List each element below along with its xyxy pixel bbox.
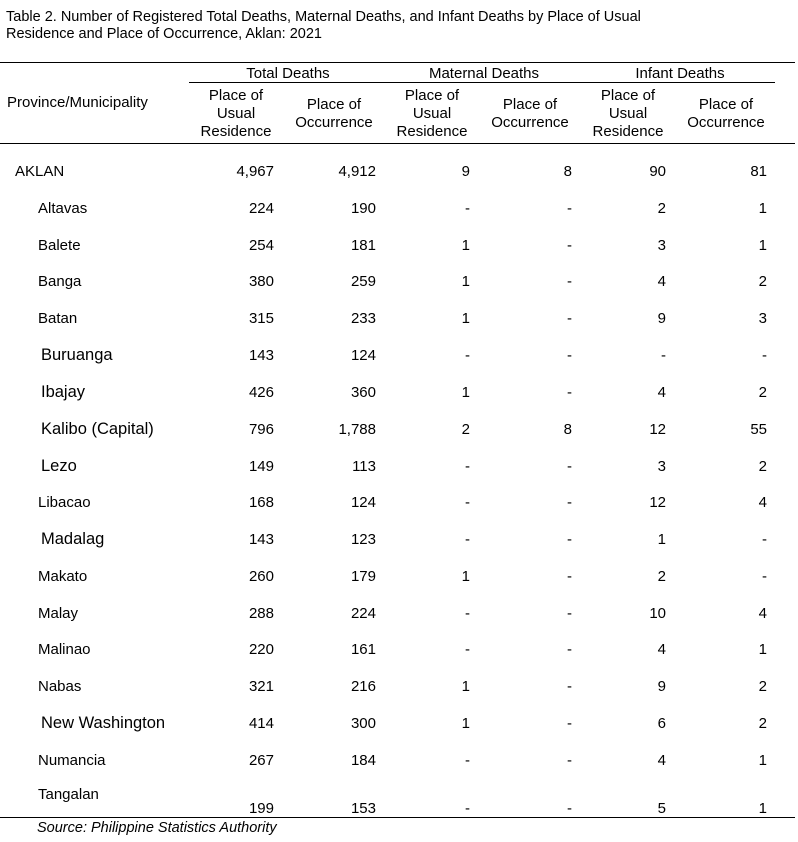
table-cell: 6 [657,715,666,732]
subheader-infant-occurrence [678,96,774,132]
table-cell: 123 [350,531,376,548]
table-cell: 181 [350,237,376,254]
table-cell: - [567,531,572,548]
table-cell: 9 [657,310,666,327]
table-cell: 4 [758,605,767,622]
table-cell: 220 [248,641,274,658]
table-cell: 254 [248,237,274,254]
table-cell: - [762,347,767,364]
group-header-maternal-deaths: Maternal Deaths [428,65,540,82]
municipality-name: Numancia [38,752,106,769]
subheader-line: Occurrence [491,114,569,131]
subheader-maternal-occurrence [482,96,578,132]
table-cell: - [762,568,767,585]
table-cell: 55 [750,421,767,438]
table-cell: 288 [248,605,274,622]
table-cell: - [567,605,572,622]
table-cell: 124 [350,494,376,511]
municipality-name: Batan [38,310,78,327]
table-cell: - [465,458,470,475]
table-cell: 4 [657,384,666,401]
table-cell: - [567,494,572,511]
table-cell: 2 [758,273,767,290]
table-cell: 300 [350,715,376,732]
table-cell: - [567,800,572,817]
table-cell: 224 [248,200,274,217]
table-cell: 179 [350,568,376,585]
municipality-name: Libacao [38,494,91,511]
subheader-line: Place of [502,96,558,113]
subheader-infant-usual-residence [580,87,676,141]
table-cell: - [567,200,572,217]
municipality-name: Ibajay [41,383,86,401]
table-cell: - [465,752,470,769]
table-cell: - [465,605,470,622]
table-cell: 1 [461,715,470,732]
table-cell: - [567,273,572,290]
municipality-name: Altavas [38,200,88,217]
table-cell: 161 [350,641,376,658]
table-cell: 1 [461,384,470,401]
table-cell: - [567,568,572,585]
table-cell: 3 [657,458,666,475]
subheader-line: Residence [200,123,272,140]
municipality-name: Lezo [41,457,77,475]
municipality-name: Madalag [41,530,105,548]
subheader-line: Usual [216,105,256,122]
table-cell: 8 [563,421,572,438]
table-title-line-1: Table 2. Number of Registered Total Deaths, Maternal Deaths, and Infant Deaths by Place of Usual [6,9,641,25]
header-bottom-rule [0,143,795,144]
table-cell: 426 [248,384,274,401]
table-cell: 4 [657,641,666,658]
municipality-name: Balete [38,237,81,254]
table-cell: 4 [657,273,666,290]
table-cell: 1 [758,752,767,769]
subheader-line: Occurrence [295,114,373,131]
table-cell: 1 [758,800,767,817]
table-cell: 9 [657,678,666,695]
table-cell: 199 [248,800,274,817]
subheader-maternal-usual-residence [384,87,480,141]
municipality-name: Tangalan [38,786,99,803]
table-cell: 796 [248,421,274,438]
table-cell: 2 [758,678,767,695]
table-cell: 1 [461,310,470,327]
table-cell: - [465,347,470,364]
table-cell: 321 [248,678,274,695]
municipality-name: Nabas [38,678,82,695]
table-cell: 260 [248,568,274,585]
table-cell: 4 [657,752,666,769]
table-cell: 1 [657,531,666,548]
table-title-line-2: Residence and Place of Occurrence, Aklan: 2021 [6,26,322,42]
table-cell: - [567,384,572,401]
table-cell: - [567,641,572,658]
table-cell: 224 [350,605,376,622]
table-cell: 1 [461,273,470,290]
table-cell: 2 [758,384,767,401]
table-cell: 143 [248,531,274,548]
table-cell: 190 [350,200,376,217]
table-cell: 184 [350,752,376,769]
table-cell: 1 [461,568,470,585]
table-cell: 414 [248,715,274,732]
table-cell: - [567,310,572,327]
table-cell: 2 [758,458,767,475]
table-cell: 4,912 [338,163,376,180]
table-cell: 5 [657,800,666,817]
subheader-line: Place of [600,87,656,104]
row-label-header: Province/Municipality [7,94,148,111]
table-cell: 1 [758,237,767,254]
table-cell: 153 [350,800,376,817]
source-note: Source: Philippine Statistics Authority [37,820,277,836]
table-cell: 4 [758,494,767,511]
table-cell: 9 [461,163,470,180]
table-cell: - [661,347,666,364]
table-cell: 259 [350,273,376,290]
group-header-infant-deaths: Infant Deaths [635,65,725,82]
table-cell: - [762,531,767,548]
table-cell: - [567,237,572,254]
subheader-line: Place of [306,96,362,113]
group-header-total-deaths: Total Deaths [246,65,330,82]
table-cell: 1 [461,237,470,254]
table-cell: 233 [350,310,376,327]
table-cell: - [465,641,470,658]
municipality-name: Makato [38,568,88,585]
municipality-name: New Washington [41,714,166,732]
municipality-name: Malinao [38,641,91,658]
table-cell: 149 [248,458,274,475]
table-cell: 1 [461,678,470,695]
subheader-line: Residence [592,123,664,140]
table-cell: - [567,458,572,475]
subheader-total-usual-residence [188,87,284,141]
table-cell: 4,967 [236,163,274,180]
subheader-line: Occurrence [687,114,765,131]
top-rule [0,62,795,63]
municipality-name: Malay [38,605,79,622]
table-cell: 360 [350,384,376,401]
table-cell: 2 [461,421,470,438]
table-cell: 1 [758,641,767,658]
table-cell: 143 [248,347,274,364]
municipality-name: Kalibo (Capital) [41,420,154,438]
table-cell: 216 [350,678,376,695]
table-cell: 168 [248,494,274,511]
table-cell: 3 [758,310,767,327]
table-cell: - [465,531,470,548]
table-cell: 1 [758,200,767,217]
subheader-line: Usual [412,105,452,122]
municipality-name: Banga [38,273,82,290]
table-cell: 2 [657,568,666,585]
table-cell: 90 [649,163,666,180]
province-name: AKLAN [15,163,65,180]
table-cell: - [465,494,470,511]
municipality-name: Buruanga [41,346,113,364]
table-cell: 124 [350,347,376,364]
table-cell: - [465,800,470,817]
table-cell: 1,788 [338,421,376,438]
subheader-line: Place of [404,87,460,104]
table-cell: 2 [758,715,767,732]
subheader-total-occurrence [286,96,382,132]
table-cell: 2 [657,200,666,217]
table-cell: - [567,347,572,364]
subheader-line: Place of [698,96,754,113]
table-cell: 315 [248,310,274,327]
table-cell: 3 [657,237,666,254]
table-cell: - [567,752,572,769]
table-cell: 113 [352,458,376,475]
table-cell: - [465,200,470,217]
table-cell: 380 [248,273,274,290]
table-cell: - [567,715,572,732]
subheader-line: Usual [608,105,648,122]
table-cell: 12 [649,421,666,438]
subheader-line: Residence [396,123,468,140]
table-cell: 10 [649,605,666,622]
table-cell: 81 [750,163,767,180]
table-title [6,9,792,43]
table-cell: - [567,678,572,695]
table-cell: 8 [563,163,572,180]
subheader-line: Place of [208,87,264,104]
table-cell: 267 [248,752,274,769]
table-cell: 12 [649,494,666,511]
